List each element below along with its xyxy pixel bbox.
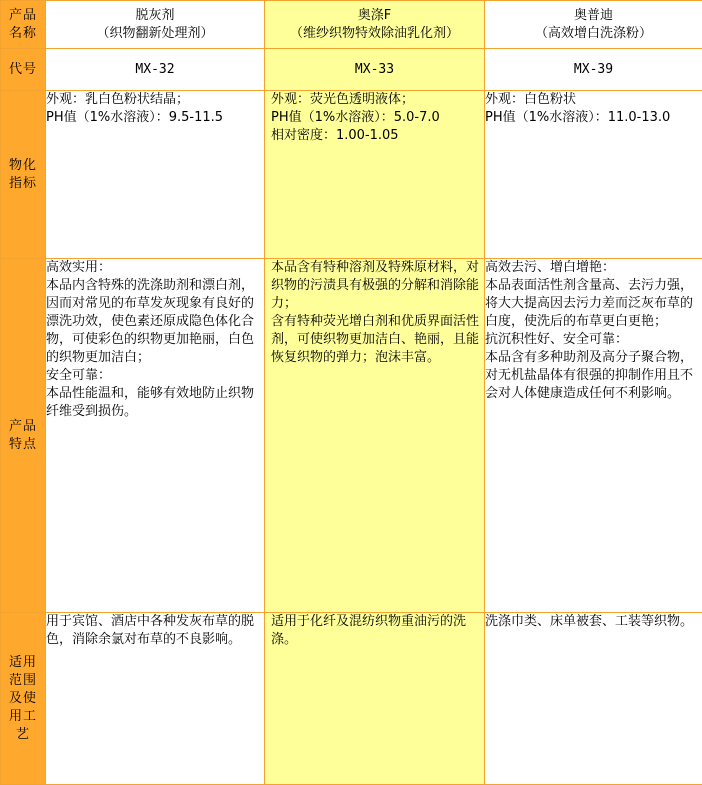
feature-line: 本品内含特殊的洗涤助剂和漂白剂，因而对常见的布草发灰现象有良好的漂洗功效，使色素还原成隐色体化合物，可使彩色的织物更加艳丽，白色的织物更加洁白； bbox=[46, 277, 264, 367]
feature-line: 含有特种荧光增白剂和优质界面活性剂，可使织物更加洁白、艳丽，且能恢复织物的弹力；泡沫丰富。 bbox=[271, 313, 484, 367]
feature-line: 安全可靠： bbox=[46, 367, 264, 385]
row-label-physchem: 物化 指标 bbox=[1, 91, 46, 259]
features-row bbox=[1, 259, 702, 613]
product-name-cell bbox=[265, 1, 485, 49]
row-label-name: 产品 名称 bbox=[1, 1, 46, 49]
name-row bbox=[1, 1, 702, 49]
physchem-cell bbox=[46, 91, 265, 259]
features-cell bbox=[265, 259, 485, 613]
physchem-cell bbox=[265, 91, 485, 259]
product-name: 奥涤F bbox=[265, 7, 484, 25]
feature-line: 本品性能温和，能够有效地防止织物纤维受到损伤。 bbox=[46, 385, 264, 421]
usage-cell bbox=[485, 613, 702, 785]
row-label-usage: 适用 范围 及使 用工 艺 bbox=[1, 613, 46, 785]
usage-line: 适用于化纤及混纺织物重油污的洗涤。 bbox=[271, 613, 484, 649]
usage-cell bbox=[46, 613, 265, 785]
feature-line: 本品含有多种助剂及高分子聚合物，对无机盐晶体有很强的抑制作用且不会对人体健康造成任何不利影响。 bbox=[485, 349, 702, 403]
usage-row bbox=[1, 613, 702, 785]
physchem-line: PH值（1%水溶液）：9.5-11.5 bbox=[46, 109, 264, 127]
features-cell bbox=[485, 259, 702, 613]
physchem-line: 外观：乳白色粉状结晶； bbox=[46, 91, 264, 109]
physchem-line: 外观：荧光色透明液体； bbox=[271, 91, 484, 109]
feature-line: 本品含有特种溶剂及特殊原材料，对织物的污渍具有极强的分解和消除能力； bbox=[271, 259, 484, 313]
product-subtitle: （高效增白洗涤粉） bbox=[485, 25, 702, 43]
product-code: MX-32 bbox=[46, 49, 265, 91]
usage-line: 用于宾馆、酒店中各种发灰布草的脱色，消除余氯对布草的不良影响。 bbox=[46, 613, 264, 649]
product-code: MX-39 bbox=[485, 49, 702, 91]
feature-line: 高效实用： bbox=[46, 259, 264, 277]
product-code: MX-33 bbox=[265, 49, 485, 91]
product-name-cell bbox=[485, 1, 702, 49]
physchem-line: 相对密度：1.00-1.05 bbox=[271, 127, 484, 145]
feature-line: 高效去污、增白增艳： bbox=[485, 259, 702, 277]
product-name: 奥普迪 bbox=[485, 7, 702, 25]
physchem-line: PH值（1%水溶液）：5.0-7.0 bbox=[271, 109, 484, 127]
row-label-code: 代号 bbox=[1, 49, 46, 91]
code-row bbox=[1, 49, 702, 91]
row-label-features: 产品 特点 bbox=[1, 259, 46, 613]
usage-cell bbox=[265, 613, 485, 785]
product-subtitle: （织物翻新处理剂） bbox=[46, 25, 264, 43]
feature-line: 抗沉积性好、安全可靠： bbox=[485, 331, 702, 349]
physchem-line: 外观：白色粉状 bbox=[485, 91, 702, 109]
product-subtitle: （维纱织物特效除油乳化剂） bbox=[265, 25, 484, 43]
physchem-cell bbox=[485, 91, 702, 259]
product-name-cell bbox=[46, 1, 265, 49]
physchem-row bbox=[1, 91, 702, 259]
feature-line: 本品表面活性剂含量高、去污力强，将大大提高因去污力差而泛灰布草的白度，使洗后的布草更白更艳； bbox=[485, 277, 702, 331]
product-name: 脱灰剂 bbox=[46, 7, 264, 25]
features-cell bbox=[46, 259, 265, 613]
physchem-line: PH值（1%水溶液）：11.0-13.0 bbox=[485, 109, 702, 127]
usage-line: 洗涤巾类、床单被套、工装等织物。 bbox=[485, 613, 702, 631]
